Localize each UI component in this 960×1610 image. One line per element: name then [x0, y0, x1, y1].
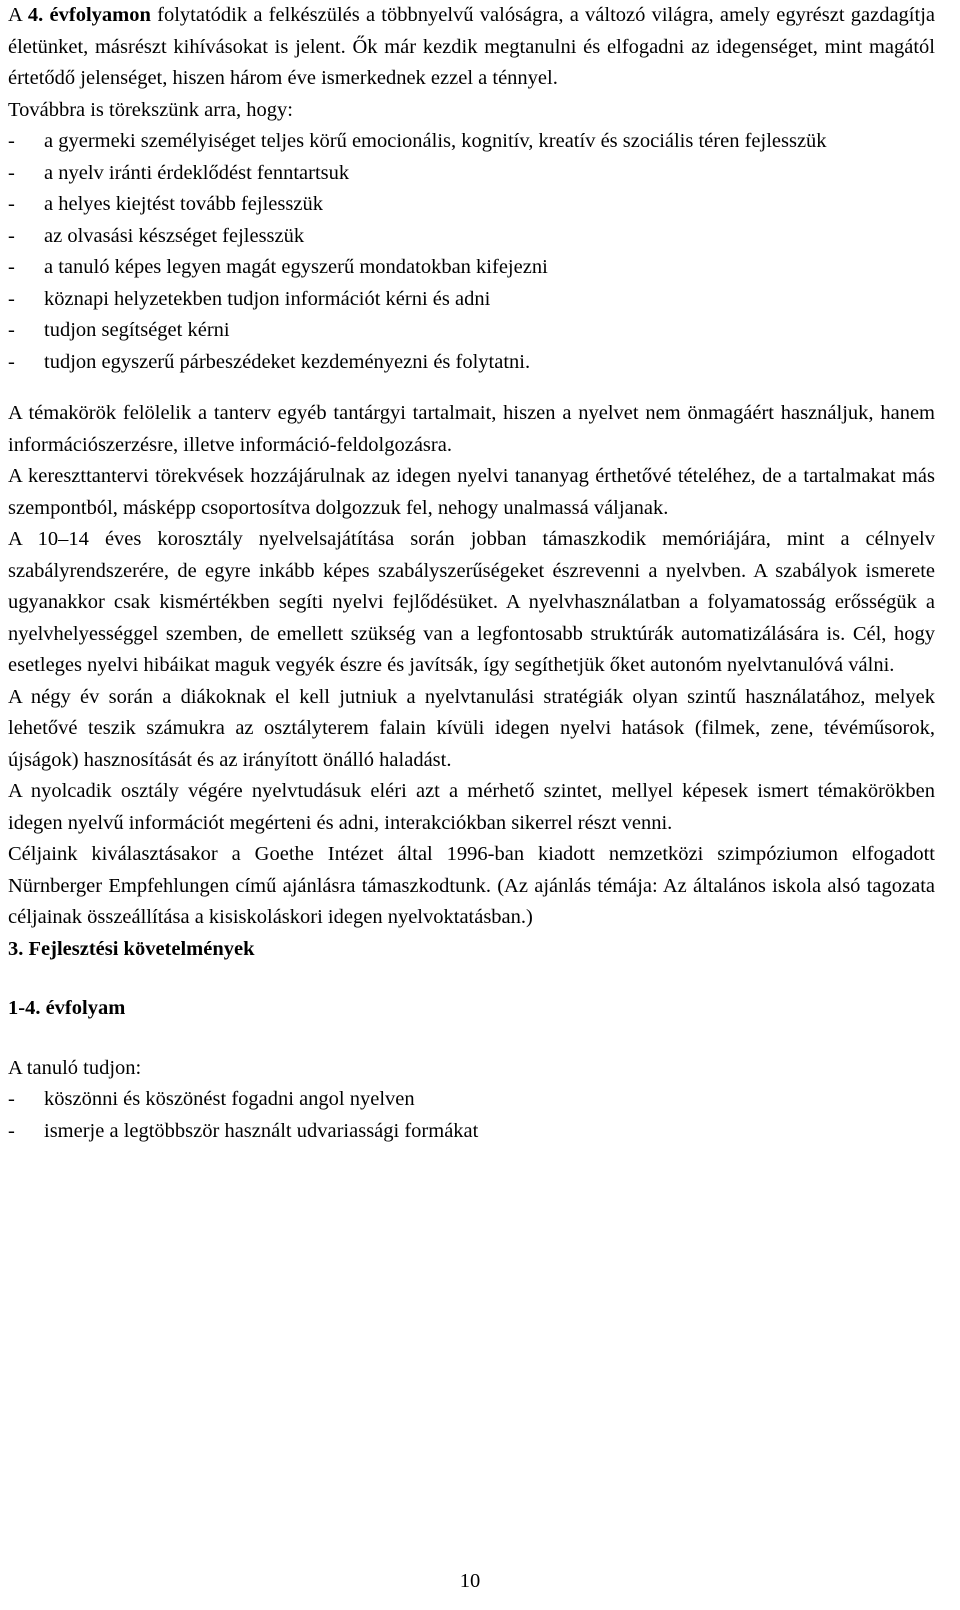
intro-prefix: A [8, 4, 28, 26]
intro-paragraph [8, 0, 935, 95]
document-page [8, 0, 935, 1147]
paragraph-goethe: Céljaink kiválasztásakor a Goethe Intézet által 1996-ban kiadott nemzetközi szimpóziumon elfogadott Nürnberger Empfehlungen című ajánlásra támaszkodtunk. (Az ajánlás témája: Az általános iskola alsó tagozata céljainak összeállítása a kisiskoláskori idegen nyelvoktatásban.) [8, 843, 935, 928]
list-item: - a gyermeki személyiséget teljes körű emocionális, kognitív, kreatív és szociális téren fejlesszük [8, 130, 827, 152]
list-item: - tudjon egyszerű párbeszédeket kezdeményezni és folytatni. [8, 350, 531, 373]
list-item: - ismerje a legtöbbször használt udvariassági formákat [8, 1119, 479, 1142]
requirements-list [8, 1084, 935, 1147]
list-item: - köszönni és köszönést fogadni angol nyelven [8, 1088, 415, 1110]
paragraph-eighth-grade: A nyolcadik osztály végére nyelvtudásuk eléri azt a mérhető szintet, mellyel képesek ismert témakörökben idegen nyelvű információt megérteni és adni, interakciókban sikerrel részt venni. [8, 780, 935, 834]
list-item: - köznapi helyzetekben tudjon információt kérni és adni [8, 287, 491, 310]
list-item: - tudjon segítséget kérni [8, 319, 230, 341]
goals-lead: Továbbra is törekszünk arra, hogy: [8, 98, 293, 121]
list-item: - a nyelv iránti érdeklődést fenntartsuk [8, 161, 350, 184]
grade-label: 4. évfolyamon [27, 4, 151, 26]
list-item: - az olvasási készséget fejlesszük [8, 224, 305, 247]
intro-text: folytatódik a felkészülés a többnyelvű valóságra, a változó világra, amely egyrészt gazdagítja életünket, másrészt kihívásokat is jelent. Ők már kezdik megtanulni és elfogadni az idegenséget, mint magától értetődő jelenséget, hiszen három éve ismerkednek ezzel a ténnyel. [8, 4, 935, 89]
page-number: 10 [459, 1570, 481, 1592]
goals-list [8, 126, 935, 378]
list-item: - a tanuló képes legyen magát egyszerű mondatokban kifejezni [8, 256, 548, 278]
list-item: - a helyes kiejtést tovább fejlesszük [8, 193, 323, 215]
paragraph-age-group: A 10–14 éves korosztály nyelvelsajátítása során jobban támaszkodik memóriájára, mint a célnyelv szabályrendszerére, de egyre inkább képes szabályszerűségeket észrevenni a nyelvben. A szabályok ismerete ugyanakkor csak kismértékben segíti nyelvi fejlődésüket. A nyelvhasználatban a folyamatosság erősségük a nyelvhelyességgel szemben, de emellett szükség van a legfontosabb struktúrák automatizálására is. Cél, hogy esetleges nyelvi hibáikat maguk vegyék észre és javítsák, így segíthetjük őket autonóm nyelvtanulóvá válni. [8, 528, 935, 676]
paragraph-topics: A témakörök felölelik a tanterv egyéb tantárgyi tartalmait, hiszen a nyelvet nem önmagáért használjuk, hanem információszerzésre, illetve információ-feldolgozásra. [8, 402, 935, 456]
paragraph-strategies: A négy év során a diákoknak el kell jutniuk a nyelvtanulási stratégiák olyan szintű használatához, melyek lehetővé teszik számukra az osztályterem falain kívüli idegen nyelvi hatások (filmek, zene, tévéműsorok, újságok) hasznosítását és az irányított önálló haladást. [8, 685, 935, 771]
section-heading: 3. Fejlesztési követelmények [8, 937, 255, 960]
grade-heading: 1-4. évfolyam [8, 997, 126, 1019]
student-lead: A tanuló tudjon: [8, 1056, 142, 1079]
paragraph-crosscurricular: A kereszttantervi törekvések hozzájárulnak az idegen nyelvi tananyag érthetővé tételéhez, de a tartalmakat más szempontból, másképp csoportosítva dolgozzuk fel, nehogy unalmassá váljanak. [8, 465, 935, 519]
